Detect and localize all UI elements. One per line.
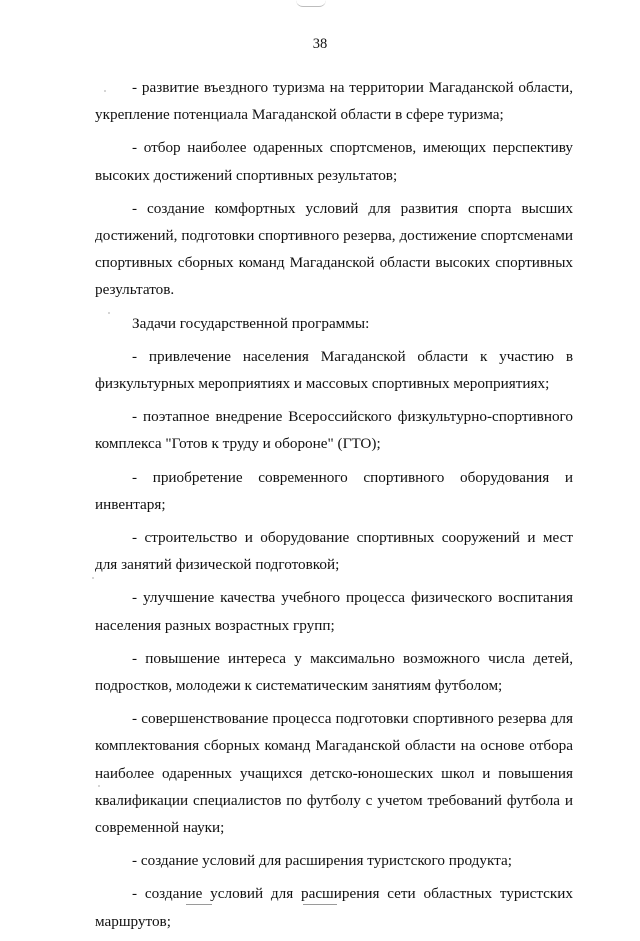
paragraph-athlete-selection: - отбор наиболее одаренных спортсменов, имеющих перспективу высоких достижений спортивных результатов; (95, 139, 573, 184)
paragraph-elite-sport-conditions: - создание комфортных условий для развития спорта высших достижений, подготовки спортивного резерва, достижение спортсменами спортивных сборных команд Магаданской области высоких спортивных результатов. (95, 199, 573, 299)
paragraph-tourist-routes: - создание условий для расширения сети областных туристских маршрутов; (95, 885, 573, 930)
paragraph-equipment-purchase: - приобретение современного спортивного оборудования и инвентаря; (95, 468, 573, 513)
paragraph-reserve-training: - совершенствование процесса подготовки спортивного резерва для комплектования сборных команд Магаданской области на основе отбора наиболее одаренных учащихся детско-юношеских школ и повышения квалификации специалистов по футболу с учетом требований футбола и современной науки; (95, 710, 573, 837)
scan-speck (108, 312, 110, 314)
paragraph-mass-participation: - привлечение населения Магаданской области к участию в физкультурных мероприятиях и массовых спортивных мероприятиях; (95, 347, 573, 393)
paragraph-tourism-product: - создание условий для расширения туристского продукта; (132, 852, 512, 870)
scan-speck (104, 90, 106, 92)
paragraph-football-interest: - повышение интереса у максимально возможного числа детей, подростков, молодежи к систематическим занятиям футболом; (95, 649, 573, 695)
scan-mark-top (296, 0, 326, 7)
paragraph-facilities-construction: - строительство и оборудование спортивных сооружений и мест для занятий физической подготовкой; (95, 529, 573, 574)
scan-speck (98, 785, 100, 787)
page-body (95, 74, 573, 941)
paragraph-inbound-tourism: - развитие въездного туризма на территории Магаданской области, укрепление потенциала Магаданской области в сфере туризма; (95, 79, 573, 124)
paragraph-education-quality: - улучшение качества учебного процесса физического воспитания населения разных возрастных групп; (95, 589, 573, 634)
scan-speck (92, 577, 94, 579)
page-number: 38 (312, 36, 328, 52)
paragraph-program-tasks-heading: Задачи государственной программы: (132, 314, 370, 332)
paragraph-gto-complex: - поэтапное внедрение Всероссийского физкультурно-спортивного комплекса "Готов к труду и обороне" (ГТО); (95, 408, 573, 453)
